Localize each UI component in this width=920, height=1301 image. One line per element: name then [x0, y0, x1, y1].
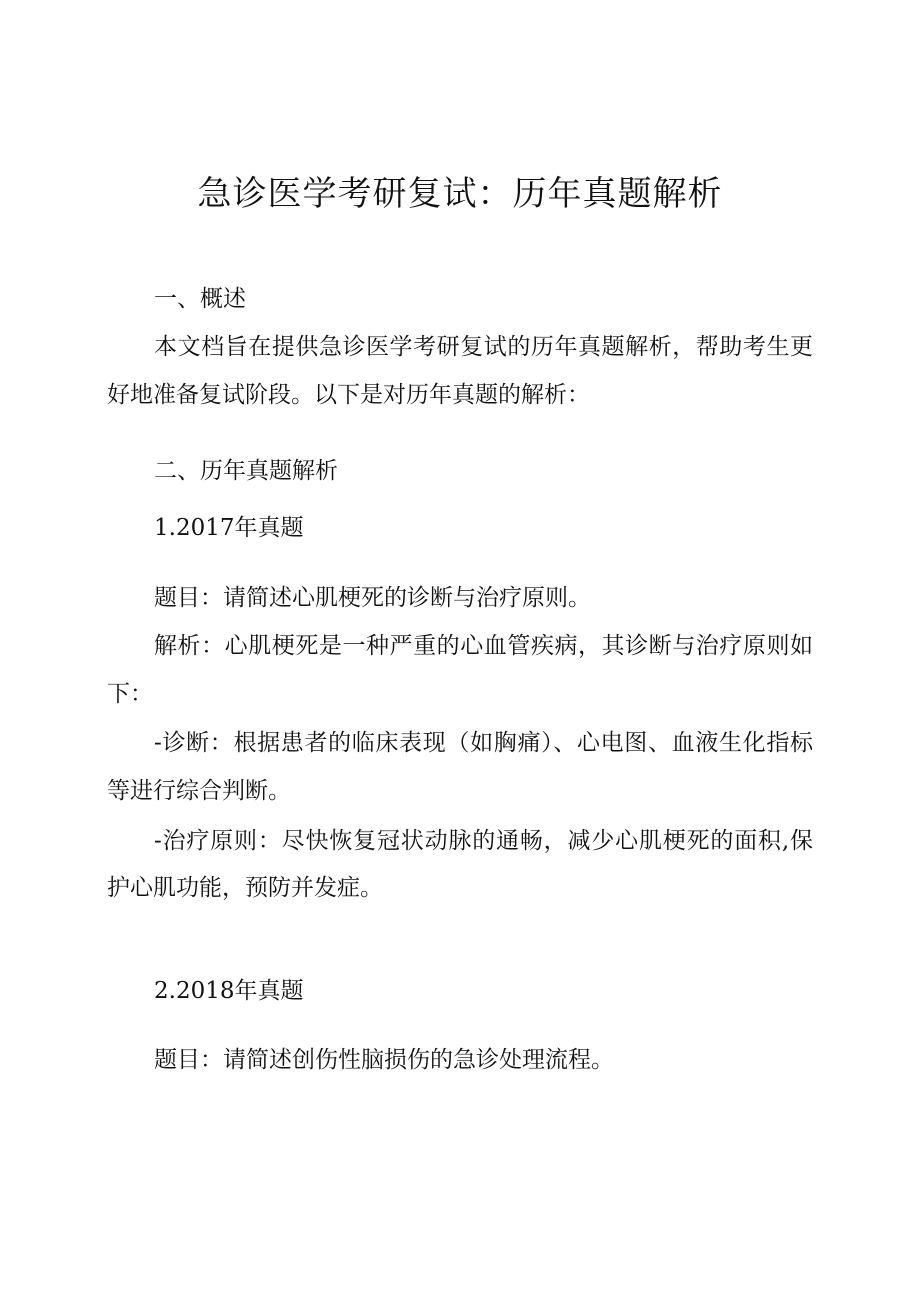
- question-2017-heading: 1.2017年真题: [154, 515, 304, 541]
- diagnosis-line-2: 等进行综合判断。: [107, 778, 291, 804]
- overview-paragraph-line-2: 好地准备复试阶段。以下是对历年真题的解析：: [107, 382, 590, 408]
- document-title: 急诊医学考研复试：历年真题解析: [197, 174, 723, 214]
- question-2017-answer-line-2: 下：: [107, 681, 153, 707]
- analysis-heading: 二、历年真题解析: [154, 458, 338, 484]
- diagnosis-line-1: -诊断：根据患者的临床表现（如胸痛）、心电图、血液生化指标: [154, 730, 813, 756]
- question-2017-answer-line-1: 解析：心肌梗死是一种严重的心血管疾病，其诊断与治疗原则如: [154, 633, 813, 659]
- question-2017-prompt: 题目：请简述心肌梗死的诊断与治疗原则。: [154, 585, 591, 611]
- question-2018-heading: 2.2018年真题: [154, 978, 304, 1004]
- question-2018-prompt: 题目：请简述创伤性脑损伤的急诊处理流程。: [154, 1047, 614, 1073]
- overview-heading: 一、概述: [154, 286, 246, 312]
- treatment-line-2: 护心肌功能，预防并发症。: [107, 875, 383, 901]
- overview-paragraph-line-1: 本文档旨在提供急诊医学考研复试的历年真题解析，帮助考生更: [154, 334, 813, 360]
- treatment-line-1: -治疗原则：尽快恢复冠状动脉的通畅，减少心肌梗死的面积,保: [154, 828, 813, 854]
